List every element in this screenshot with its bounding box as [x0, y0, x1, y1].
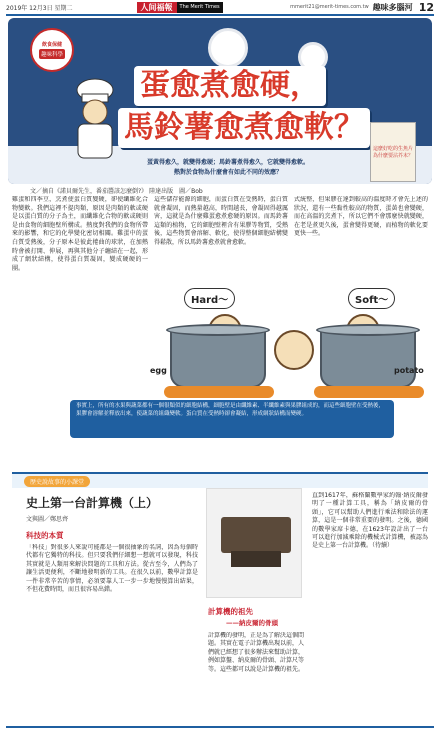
calculator-photo [206, 488, 302, 598]
subtitle-2: 計算機的祖先 [208, 607, 253, 616]
article-col-1: 雞蛋和四季豆，烹煮使蛋白質變硬，卻使纖維化合物變軟。我們這裡不提肉類，原因是肉類的軟或硬是以蛋白質的分子為主，而纖維化合物的軟或硬則是由食物的細胞壁所構成。熱度對我們的食物所帶來的影響，和它的化學變化密切相關。雞蛋中的蛋白質受熱後，分子原本是彼此捲曲的球狀，在加熱時會被打開、伸展，再與其他分子纏結在一起，形成了網狀結構，使得蛋白質凝固，變成硬硬的一團。 [12, 196, 148, 272]
issue-date: 2019年 12月3日 星期二 [6, 4, 73, 12]
intro-line1: 蛋黃得愈久，就變得愈硬；馬鈴薯煮得愈久，它就變得愈軟。 [146, 159, 309, 166]
newspaper-logo-en: The Merit Times [177, 2, 223, 13]
hard-label: Hard～ [184, 288, 235, 309]
potato-label: potato [394, 366, 424, 375]
pots-illustration [150, 278, 432, 398]
badge-line2: 趣味科學 [39, 49, 65, 59]
page-header [0, 0, 440, 14]
intro-text [128, 158, 328, 178]
section-col-3: 直到1617年，蘇格蘭數學家約翰·納皮爾發明了一種計算工具，稱為「納皮爾的骨頭」，它可以幫助人們進行乘法和除法的運算，這是一個非常重要的發明。之後，德國的數學家席卡德，在1623年設計出了一台可以進行加減乘除的機械式計算機，被認為是史上第一台計算機。（待續） [312, 492, 428, 550]
egg-label: egg [150, 366, 167, 375]
calculator-base [231, 551, 281, 567]
section-pill: 歷史說故事的小課堂 [24, 476, 90, 487]
left-pot [170, 330, 266, 388]
article-col-3: 式統整，但果膠在達到較高的溫度時才會先上述的狀況，還有一些黏性較高的物質，蛋黃也會變硬，而在高溫的烹煮下，所以它們不會那麼快就變硬，在老是煮更久後，蛋會變得更硬，而植物的軟化要更快一些。 [294, 196, 428, 238]
section-header [12, 472, 428, 488]
subtitle-1: 科技的本質 [26, 531, 64, 540]
section-name: 趣味多腦河 [372, 2, 413, 12]
book-cover: 這麼好吃的生魚片為什麼要沾芥末？ [370, 122, 416, 182]
chef-face-icon [274, 330, 314, 370]
section-title: 史上第一台計算機（上） [26, 496, 159, 510]
history-section [12, 472, 428, 722]
left-pot-rim [166, 324, 270, 336]
right-pot-rim [316, 324, 420, 336]
section-author: 文與圖／鄭思齊 [26, 516, 69, 523]
intro-line2: 熱對於食物為什麼會有如此不同的效應？ [173, 169, 282, 176]
footer-rule [6, 726, 434, 728]
badge-line1: 飲食保健 [41, 42, 62, 48]
page-number: 12 [418, 0, 434, 14]
subtitle-2b: ——納皮爾的骨頭 [226, 619, 278, 627]
headline-line1: 蛋愈煮愈硬， [134, 66, 326, 106]
headline-line2: 馬鈴薯愈煮愈軟？ [118, 108, 370, 148]
right-flame [314, 386, 424, 398]
calculator-machine [221, 517, 291, 553]
left-flame [164, 386, 274, 398]
header-rule [6, 14, 434, 16]
category-badge [30, 28, 74, 72]
article-col-2: 這些儲存能源的細胞，而蛋白質在受熱時，蛋白質就會凝固，而熱量越高，時間越長，會凝固得越厲害，這就是為什麼雞蛋愈煮愈硬的原因。而馬鈴薯這類的植物，它的細胞壁裡含有果膠等物質，受熱後，這些物質會溶解、軟化，使得整個細胞結構變得鬆散，所以馬鈴薯愈煮就會愈軟。 [154, 196, 288, 246]
clock-icon [208, 28, 248, 68]
chef-illustration [68, 78, 122, 160]
section-col-1: 「科技」對很多人來說可能都是一個很抽象的名詞，因為每個時代都有它獨特的科技。但只要我們仔細想一想就可以發現，科技其實就是人類用來解決問題的工具和方法。從古至今，人們為了讓生活更便利，不斷地發明新的工具。在很久以前，數學計算是一件非常辛苦的事情，必須要靠人工一步一步地慢慢算出結果，不但花費時間，而且很容易出錯。 [26, 544, 198, 594]
newspaper-logo: 人间福報 [137, 2, 177, 13]
byline: 文／摘自《諾貝爾先生，番茄醬該怎麼倒?》 陸達出版 圖／Bob [30, 188, 203, 195]
contact-url: mmerit21@merit-times.com.tw [290, 4, 369, 10]
caption-box: 事實上，所有的水果與蔬菜都有一個很類似的細胞結構，細胞壁是由纖維素、半纖維素與果膠組成的，而這些細胞壁在受熱後，果膠會溶解並釋放出來，使蔬菜的組織變軟。蛋白質在受熱時卻會凝結，形成網狀結構而變硬。 [70, 400, 394, 438]
soft-label: Soft～ [348, 288, 395, 309]
section-col-2: 計算機的發明，正是為了解決這個問題。其實在電子計算機出現以前，人們就已經想了很多辦法來幫助計算，例如算盤、納皮爾的骨頭、計算尺等等。這些都可以說是計算機的祖先。 [208, 632, 304, 673]
feature-banner [8, 18, 432, 184]
right-pot [320, 330, 416, 388]
